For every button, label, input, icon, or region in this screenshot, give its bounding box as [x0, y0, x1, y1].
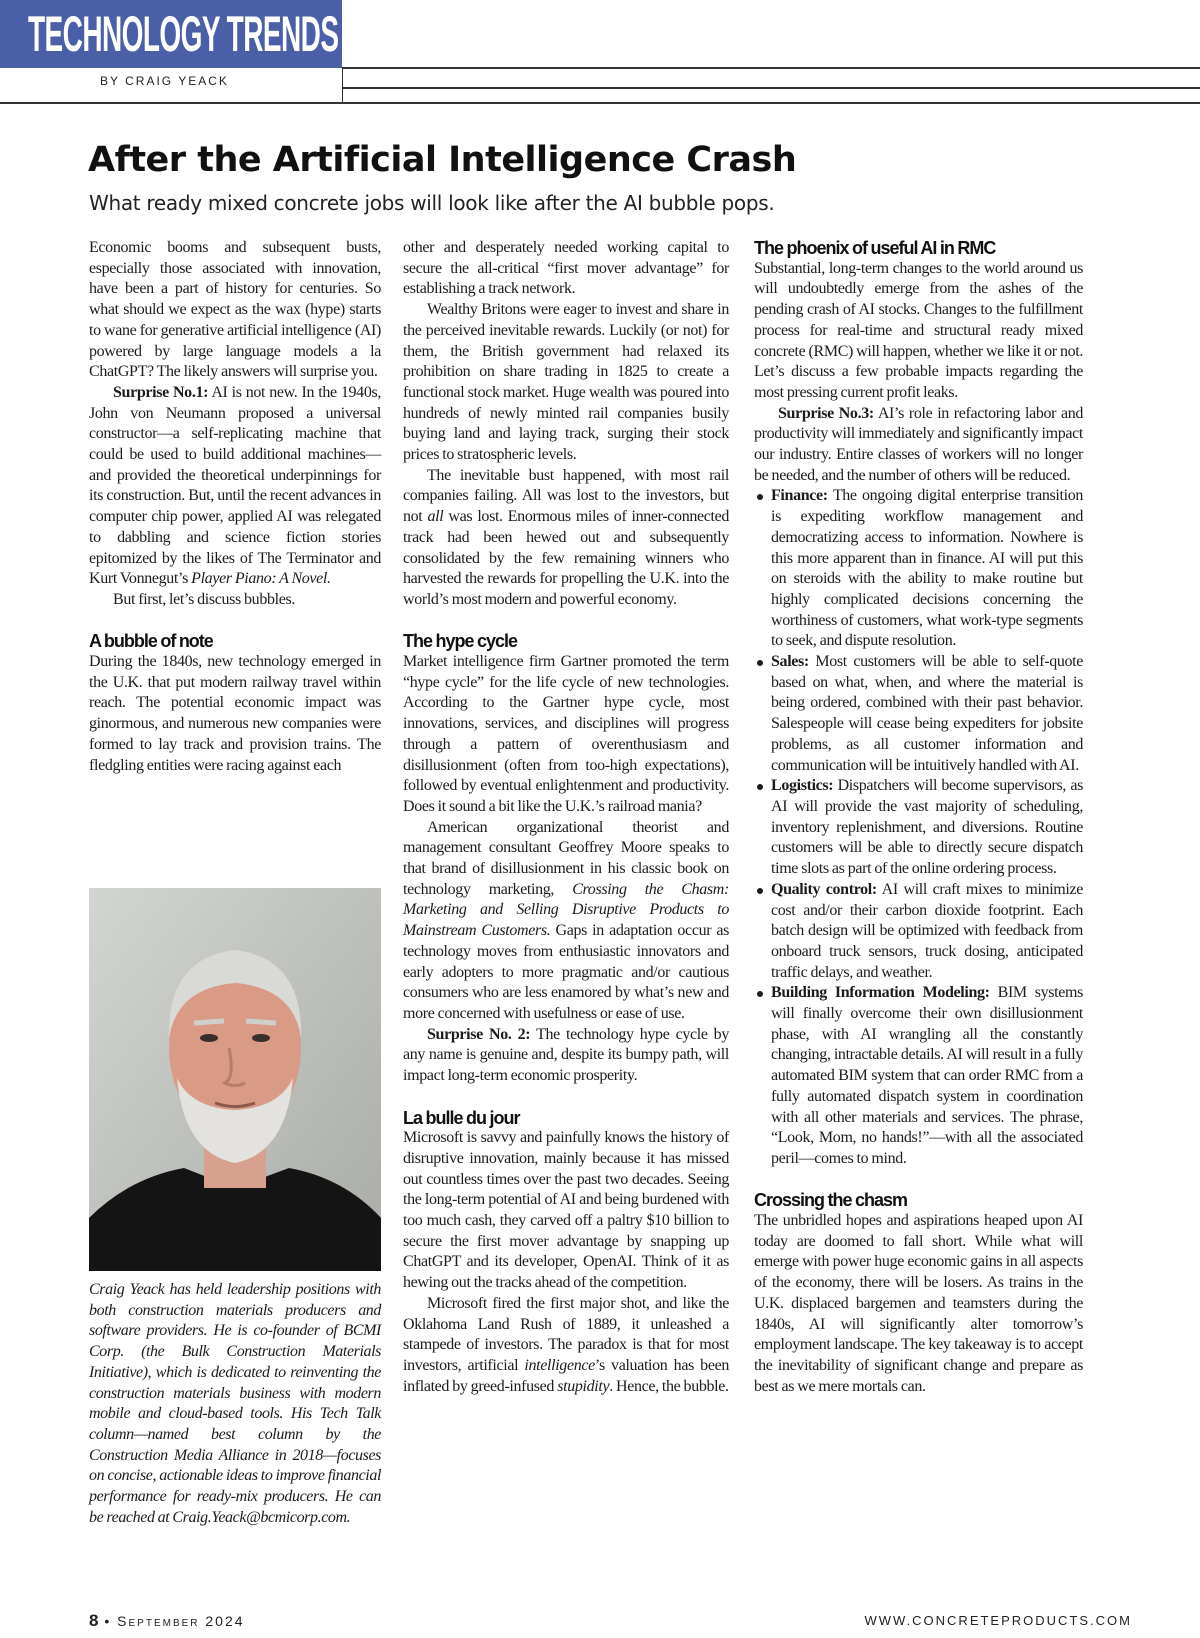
bold-lead-in: Surprise No.1: [113, 383, 209, 401]
section-heading: A bubble of note [89, 631, 213, 652]
italic-text: stupidity [557, 1377, 610, 1395]
text-run: The technology hype cycle by any name is genuine and, despite its bumpy path, will impact long-term economic prosperity. [403, 1025, 729, 1085]
text-run: Most customers will be able to self-quote based on what, when, and where the material is being ordered, combined with their past behavior. Salespeople will cease being expediters for jobsite problems, as all customer information and communication will be intuitively handled with AI. [771, 653, 1083, 774]
paragraph [403, 818, 729, 1025]
article-column-1 [89, 238, 381, 776]
text-run: Economic booms and subsequent busts, especially those associated with innovation, have been a part of history for centuries. So what should we expect as the wax (hype) starts to wane for generative artificial intelligence (AI) powered by large language models a la ChatGPT? The likely answers will surprise you. [89, 239, 381, 381]
website-link[interactable]: WWW.CONCRETEPRODUCTS.COM [864, 1613, 1132, 1628]
bold-lead-in: Quality control: [771, 880, 877, 898]
text-run: BIM systems will finally overcome their own disillusionment phase, with AI wrangling all the constantly changing, intractable details. AI will result in a fully automated BIM system that can order RMC from a fully automated dispatch system in coordination with all other materials and services. The phrase, “Look, Mom, no hands!”—with all the associated peril—comes to mind. [771, 984, 1083, 1167]
text-run: AI’s role in refactoring labor and productivity will immediately and significantly impact our industry. Entire classes of workers will no longer be needed, and the number of others will be reduced. [754, 404, 1084, 484]
section-title: TECHNOLOGY TRENDS [28, 6, 339, 62]
paragraph [403, 466, 729, 611]
footer-page-info [89, 1612, 245, 1630]
list-item [754, 486, 1083, 652]
italic-text: intelligence [524, 1356, 595, 1374]
header-rule [342, 87, 1200, 89]
page-number: 8 [89, 1611, 99, 1630]
paragraph [754, 1211, 1083, 1397]
paragraph [403, 1128, 729, 1294]
italic-text: Player Piano: A Novel. [191, 570, 331, 588]
paragraph [754, 404, 1083, 487]
text-run: . Hence, the bubble. [609, 1377, 729, 1395]
text-run: Microsoft is savvy and painfully knows the history of disruptive innovation, mainly because it has missed out countless times over the past two decades. Seeing the long-term potential of AI and being burdened with too much cash, they carved off a paltry $10 billion to secure the first mover advantage by snapping up ChatGPT and its developer, OpenAI. Think of it as hewing out the tracks ahead of the competition. [403, 1129, 729, 1292]
text-run: AI will craft mixes to minimize cost and/or their carbon dioxide footprint. Each batch design will be optimized with feedback from onboard truck sensors, truck dosing, anticipated traffic delays, and weather. [771, 880, 1083, 981]
list-item [754, 776, 1083, 880]
paragraph [754, 259, 1083, 404]
article-subtitle: What ready mixed concrete jobs will look like after the AI bubble pops. [89, 191, 775, 215]
paragraph [89, 238, 381, 383]
header-divider [342, 68, 343, 103]
paragraph [89, 590, 381, 611]
bold-lead-in: Sales: [771, 653, 809, 671]
text-run: The inevitable bust happened, with most rail companies failing. All was lost to the investors, but not [403, 466, 729, 526]
section-heading: The hype cycle [403, 631, 518, 652]
article-column-2 [403, 238, 729, 1397]
text-run: American organizational theorist and management consultant Geoffrey Moore speaks to that brand of disillusionment in his classic book on technology marketing, [403, 818, 729, 898]
paragraph [403, 1294, 729, 1398]
paragraph [403, 238, 729, 300]
bold-lead-in: Logistics: [771, 777, 834, 795]
section-heading: Crossing the chasm [754, 1190, 908, 1211]
paragraph [89, 383, 381, 590]
italic-text: all [427, 508, 444, 526]
text-run: The unbridled hopes and aspirations heaped upon AI today are doomed to fall short. While what will emerge with power huge economic gains in all aspects of the economy, there will be losers. As trains in the U.K. displaced bargemen and teamsters during the 1840s, AI will significantly alter tomorrow’s employment landscape. The key takeaway is to accept the inevitability of significant change and prepare as best as we mere mortals can. [754, 1212, 1083, 1395]
italic-text: Crossing the Chasm: Marketing and Selling Disruptive Products to Mainstream Customers. [403, 880, 729, 940]
text-run: But first, let’s discuss bubbles. [113, 590, 296, 608]
byline: BY CRAIG YEACK [100, 74, 229, 88]
paragraph [403, 1025, 729, 1087]
header-rule [0, 102, 1200, 104]
list-item [754, 652, 1083, 776]
paragraph [403, 300, 729, 466]
author-photo [89, 888, 381, 1271]
text-run: Gaps in adaptation occur as technology moves from enthusiastic innovators and early adopters to more pragmatic and/or cautious consumers who are less enamored by what’s new and more concerned with usefulness or ease of use. [403, 922, 729, 1022]
text-run: Dispatchers will become supervisors, as AI will provide the vast majority of scheduling, inventory replenishment, and diversions. Routine customers will be able to directly secure dispatch time slots as part of the online ordering process. [771, 777, 1083, 878]
text-run: Wealthy Britons were eager to invest and share in the perceived inevitable rewards. Luckily (or not) for them, the British government had relaxed its prohibition on share trading in 1825 to create a functional stock market. Huge wealth was poured into hundreds of newly minted rail companies busily buying land and laying track, surging their stock prices to stratospheric levels. [403, 301, 729, 464]
bold-lead-in: Building Information Modeling: [771, 984, 990, 1002]
bold-lead-in: Finance: [771, 487, 828, 505]
article-column-3 [754, 238, 1083, 1397]
list-item [754, 880, 1083, 984]
paragraph [403, 652, 729, 818]
bold-lead-in: Surprise No.3: [778, 404, 874, 422]
bold-lead-in: Surprise No. 2: [427, 1025, 531, 1043]
text-run: Substantial, long-term changes to the world around us will undoubtedly emerge from the ashes of the pending crash of AI stocks. Changes to the fulfillment process for real-time and structural ready mixed concrete (RMC) will happen, whether we like it or not. Let’s discuss a few probable impacts regarding the most pressing current profit leaks. [754, 259, 1083, 401]
text-run: Microsoft fired the first major shot, and like the Oklahoma Land Rush of 1889, it unleashed a stampede of investors. The paradox is that for most investors, artificial [403, 1294, 729, 1374]
author-bio: Craig Yeack has held leadership positions with both construction materials producers and software providers. He is co-founder of BCMI Corp. (the Bulk Construction Materials Initiative), which is dedicated to reinventing the construction materials business with modern mobile and cloud-based tools. His Tech Talk column—named best column by the Construction Media Alliance in 2018—focuses on concise, actionable ideas to improve financial performance for ready-mix producers. He can be reached at Craig.Yeack@bcmicorp.com. [89, 1281, 381, 1526]
bullet-list [754, 486, 1083, 1169]
issue-date: September 2024 [117, 1613, 245, 1629]
text-run: was lost. Enormous miles of inner-connected track had been hewed out and subsequently consolidated by the few remaining winners who harvested the rewards for propelling the U.K. into the world’s most modern and powerful economy. [403, 508, 729, 608]
section-heading: The phoenix of useful AI in RMC [754, 238, 996, 258]
footer-separator: • [104, 1613, 112, 1629]
section-heading: La bulle du jour [403, 1107, 520, 1128]
text-run: other and desperately needed working capital to secure the all-critical “first mover advantage” for establishing a track network. [403, 239, 729, 298]
article-title: After the Artificial Intelligence Crash [88, 140, 797, 180]
paragraph [89, 652, 381, 776]
header-rule [342, 67, 1200, 69]
section-banner [0, 0, 342, 68]
text-run: ’s valuation has been inflated by greed-infused [403, 1356, 729, 1395]
text-run: AI is not new. In the 1940s, John von Neumann proposed a universal constructor—a self-replicating machine that could be used to build additional machines—and provided the theoretical underpinnings for its construction. But, until the recent advances in computer chip power, applied AI was relegated to dabbling and science fiction stories epitomized by the likes of The Terminator and Kurt Vonnegut’s [89, 383, 382, 588]
text-run: The ongoing digital enterprise transition is expediting workflow management and democratizing access to information. Nowhere is this more apparent than in finance. AI will put this on steroids with the ability to make routine but highly complicated decisions concerning the worthiness of customers, what work-type segments to seek, and dispute resolution. [771, 487, 1083, 650]
text-run: During the 1840s, new technology emerged in the U.K. that put modern railway travel within reach. The potential economic impact was ginormous, and numerous new companies were formed to lay track and provision trains. The fledgling entities were racing against each [89, 653, 381, 774]
list-item [754, 983, 1083, 1169]
text-run: Market intelligence firm Gartner promoted the term “hype cycle” for the life cycle of new technologies. According to the Gartner hype cycle, most innovations, services, and disciplines will progress through a pattern of overenthusiasm and disillusionment (often from too-high expectations), followed by eventual enlightenment and productivity. Does it sound a bit like the U.K.’s railroad mania? [403, 653, 729, 815]
